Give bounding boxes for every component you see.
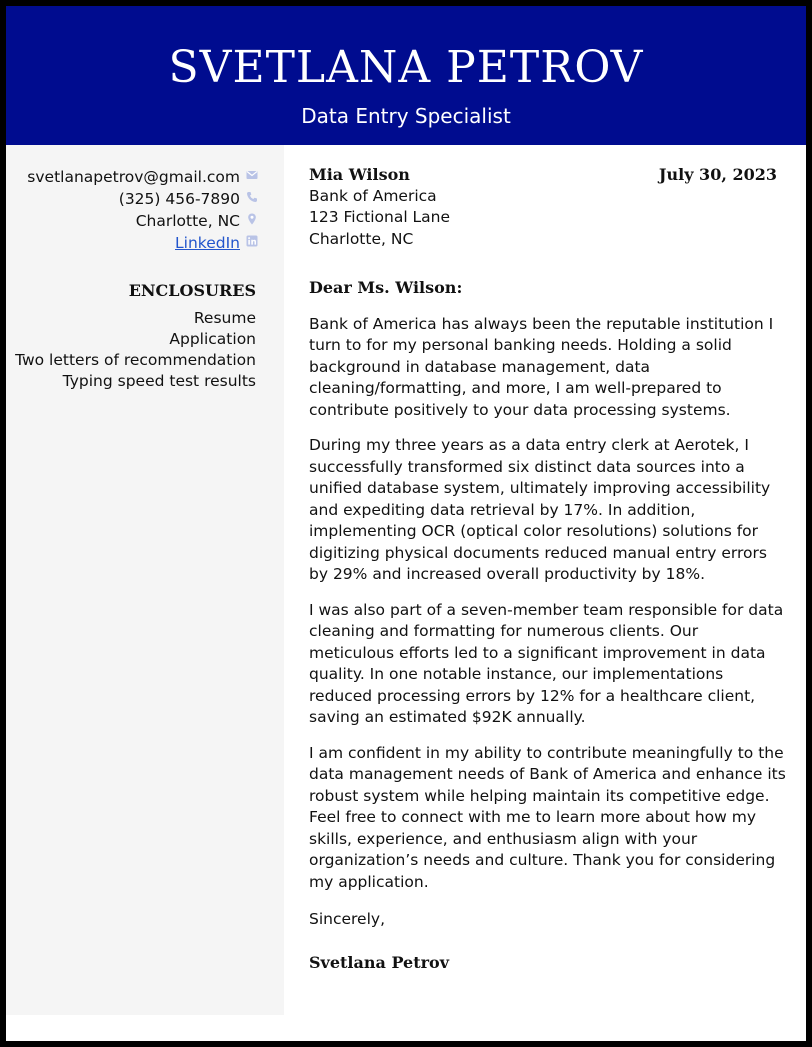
phone-text: (325) 456-7890 <box>118 190 240 208</box>
body-paragraph: During my three years as a data entry clerk at Aerotek, I successfully transformed six distinct data sources into a unified database system, ultimately improving accessibility and expediting data retrieval by 17%. In addition, implementing OCR (optical color resolutions) solutions for digitizing physical documents reduced manual entry errors by 29% and increased overall productivity by 18%. <box>309 436 771 583</box>
enclosure-item: Resume <box>193 309 256 327</box>
contact-phone <box>119 188 258 210</box>
header-banner <box>6 6 806 145</box>
sidebar <box>6 145 284 1015</box>
contact-location <box>136 210 258 232</box>
linkedin-link[interactable]: LinkedIn <box>175 234 240 252</box>
envelope-icon <box>246 169 258 181</box>
contact-email <box>27 166 258 188</box>
enclosures-heading: ENCLOSURES <box>128 281 256 300</box>
letter-body <box>309 164 787 973</box>
email-text: svetlanapetrov@gmail.com <box>27 168 240 186</box>
job-title: Data Entry Specialist <box>301 104 511 128</box>
body-paragraph: I was also part of a seven-member team responsible for data cleaning and formatting for numerous clients. Our meticulous efforts led to a significant improvement in data quality. In one notable instance, our implementations reduced processing errors by 12% for a healthcare client, saving an estimated $92K annually. <box>309 600 784 726</box>
recipient-company: Bank of America <box>309 186 437 205</box>
enclosure-item: Two letters of recommendation <box>15 351 256 369</box>
body-paragraph: Bank of America has always been the reputable institution I turn to for my personal banking needs. Holding a solid background in database management, data cleaning/formatting, and more, I am well-prepared to contribute positively to your data processing systems. <box>309 314 774 419</box>
linkedin-icon <box>246 235 258 247</box>
location-text: Charlotte, NC <box>135 212 240 230</box>
salutation: Dear Ms. Wilson: <box>309 278 463 297</box>
recipient-city: Charlotte, NC <box>309 229 414 248</box>
contact-linkedin <box>175 232 258 254</box>
signature: Svetlana Petrov <box>309 952 450 972</box>
applicant-name: SVETLANA PETROV <box>168 42 644 93</box>
cover-letter-page <box>6 6 806 1041</box>
body-paragraph: I am confident in my ability to contribute meaningfully to the data management needs of Bank of America and enhance its robust system while helping maintain its competitive edge. Feel free to connect with me to learn more about how my skills, experience, and enthusiasm align with your organization’s needs and culture. Thank you for considering my application. <box>309 743 786 891</box>
closing: Sincerely, <box>309 910 386 928</box>
letter-date: July 30, 2023 <box>658 165 777 184</box>
location-pin-icon <box>246 213 258 225</box>
recipient-street: 123 Fictional Lane <box>309 208 451 226</box>
enclosure-item: Application <box>169 330 256 348</box>
phone-icon <box>246 191 258 203</box>
recipient-name: Mia Wilson <box>309 165 410 184</box>
enclosure-item: Typing speed test results <box>62 372 256 390</box>
